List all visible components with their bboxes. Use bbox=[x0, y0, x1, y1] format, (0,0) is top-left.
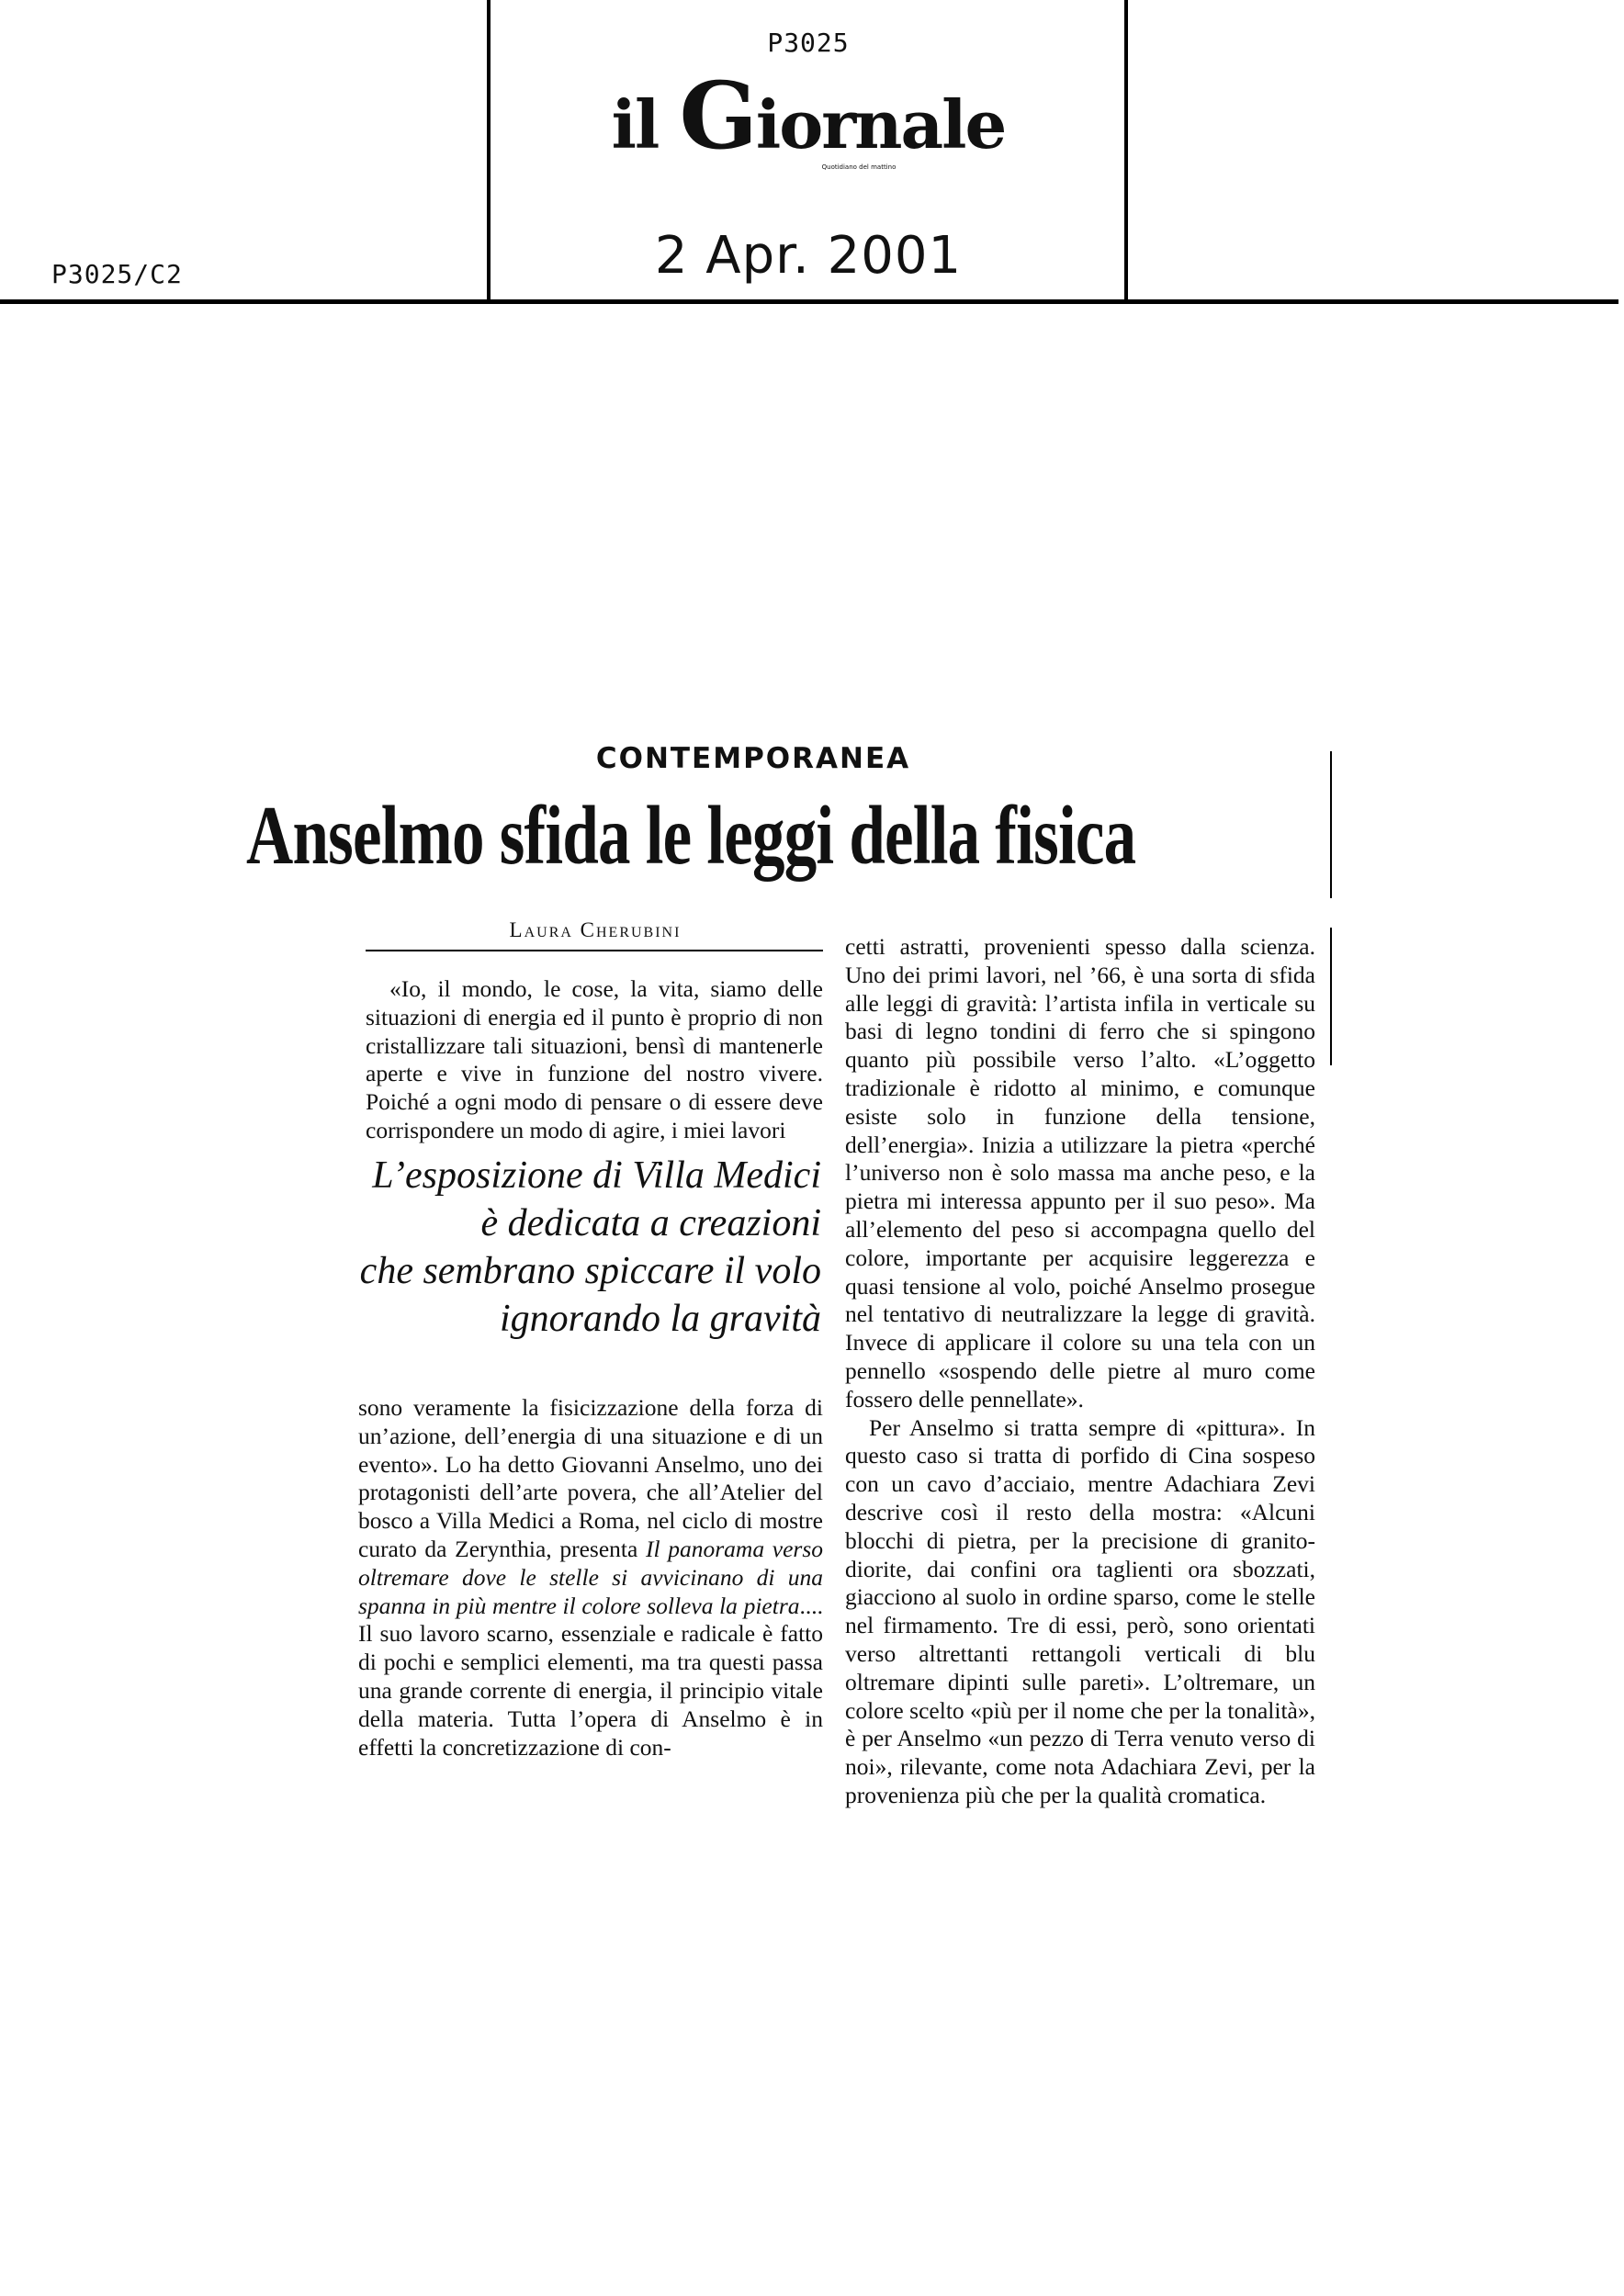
pull-quote-line: ignorando la gravità bbox=[499, 1298, 821, 1340]
article-headline: Anselmo sfida le leggi della fisica bbox=[246, 789, 1136, 882]
exhibition-title: Il panorama verso oltremare dove le stelle si avvicinano di una spanna in più mentre il colore solleva la pietra bbox=[358, 1535, 824, 1619]
header-divider-left bbox=[487, 0, 491, 301]
clipping-date: 2 Apr. 2001 bbox=[654, 226, 963, 286]
column-1-bottom bbox=[358, 1394, 823, 1761]
pull-quote-line: che sembrano spiccare il volo bbox=[359, 1250, 821, 1292]
paragraph: cetti astratti, provenienti spesso dalla scienza. Uno dei primi lavori, nel ’66, è una sorta di sfida alle leggi di gravità: l’artista infila in verticale su basi di legno tondini di ferro che si spingono quanto più possibile verso l’alto. «L’oggetto tradizionale è ridotto al minimo, e comunque esiste solo in funzione della tensione, dell’energia». Inizia a utilizzare la pietra «perché l’universo non è solo massa ma anche peso, e la pietra mi interessa appunto per il suo peso». Ma all’elemento del peso si accompagna quello del colore, importante per acquisire leggerezza e quasi tensione al volo, poiché Anselmo prosegue nel tentativo di neutralizzare la legge di gravità. Invece di applicare il colore su una tela con un pennello «sospendo delle pietre al muro come fossero delle pennellate». bbox=[845, 933, 1315, 1412]
column-edge-rule bbox=[1330, 751, 1332, 898]
article-byline: Laura Cherubini bbox=[509, 918, 682, 941]
masthead-tagline: Quotidiano del mattino bbox=[821, 163, 897, 171]
newspaper-masthead bbox=[496, 62, 1121, 171]
pull-quote-line: L’esposizione di Villa Medici bbox=[372, 1154, 821, 1197]
paragraph: «Io, il mondo, le cose, la vita, siamo delle situazioni di energia ed il punto è proprio di non cristallizzare tali situazioni, bensì di mantenerle aperte e vive in funzione del nostro vivere. Poiché a ogni modo di pensare o di essere deve corrispondere un modo di agire, i miei lavori bbox=[366, 975, 823, 1143]
archive-code-left: P3025/C2 bbox=[51, 259, 183, 289]
paragraph: Per Anselmo si tratta sempre di «pittura». In questo caso si tratta di porfido di Cina sospeso con un cavo d’acciaio, mentre Adachiara Zevi descrive così il resto della mostra: «Alcuni blocchi di pietra, per la precisione di granito-diorite, dai confini ora taglienti ora sbozzati, giacciono al suolo in ordine sparso, come le stelle nel firmamento. Tre di essi, però, sono orientati verso altrettanti rettangoli verticali di blu oltremare dipinti sulle pareti». L’oltremare, un colore scelto «più per il nome che per la tonalità», è per Anselmo «un pezzo di Terra venuto verso di noi», rilevante, come nota Adachiara Zevi, per la provenienza più che per la qualità cromatica. bbox=[845, 1413, 1315, 1808]
pull-quote-line: è dedicata a creazioni bbox=[480, 1202, 821, 1244]
column-2 bbox=[845, 933, 1315, 1810]
header-divider-right bbox=[1124, 0, 1128, 301]
pull-quote bbox=[266, 1152, 821, 1343]
header-rule bbox=[0, 299, 1618, 304]
masthead-logo: il Giornale bbox=[611, 62, 1006, 170]
section-label: CONTEMPORANEA bbox=[595, 742, 911, 775]
archive-code-top: P3025 bbox=[767, 28, 850, 58]
byline-rule bbox=[366, 950, 823, 951]
column-edge-rule bbox=[1330, 928, 1332, 1065]
paragraph: sono veramente la fisicizzazione della forza di un’azione, dell’energia di una situazione e di un evento». Lo ha detto Giovanni Anselmo, uno dei protagonisti dell’arte povera, che all’Atelier del bosco a Villa Medici a Roma, nel ciclo di mostre curato da Zerynthia, presenta Il panorama verso oltremare dove le stelle si avvicinano di una spanna in più mentre il colore solleva la pietra.... Il suo lavoro scarno, essenziale e radicale è fatto di pochi e semplici elementi, ma tra questi passa una grande corrente di energia, il principio vitale della materia. Tutta l’opera di Anselmo è in effetti la concretizzazione di con- bbox=[358, 1394, 824, 1761]
column-1-top bbox=[366, 975, 823, 1145]
